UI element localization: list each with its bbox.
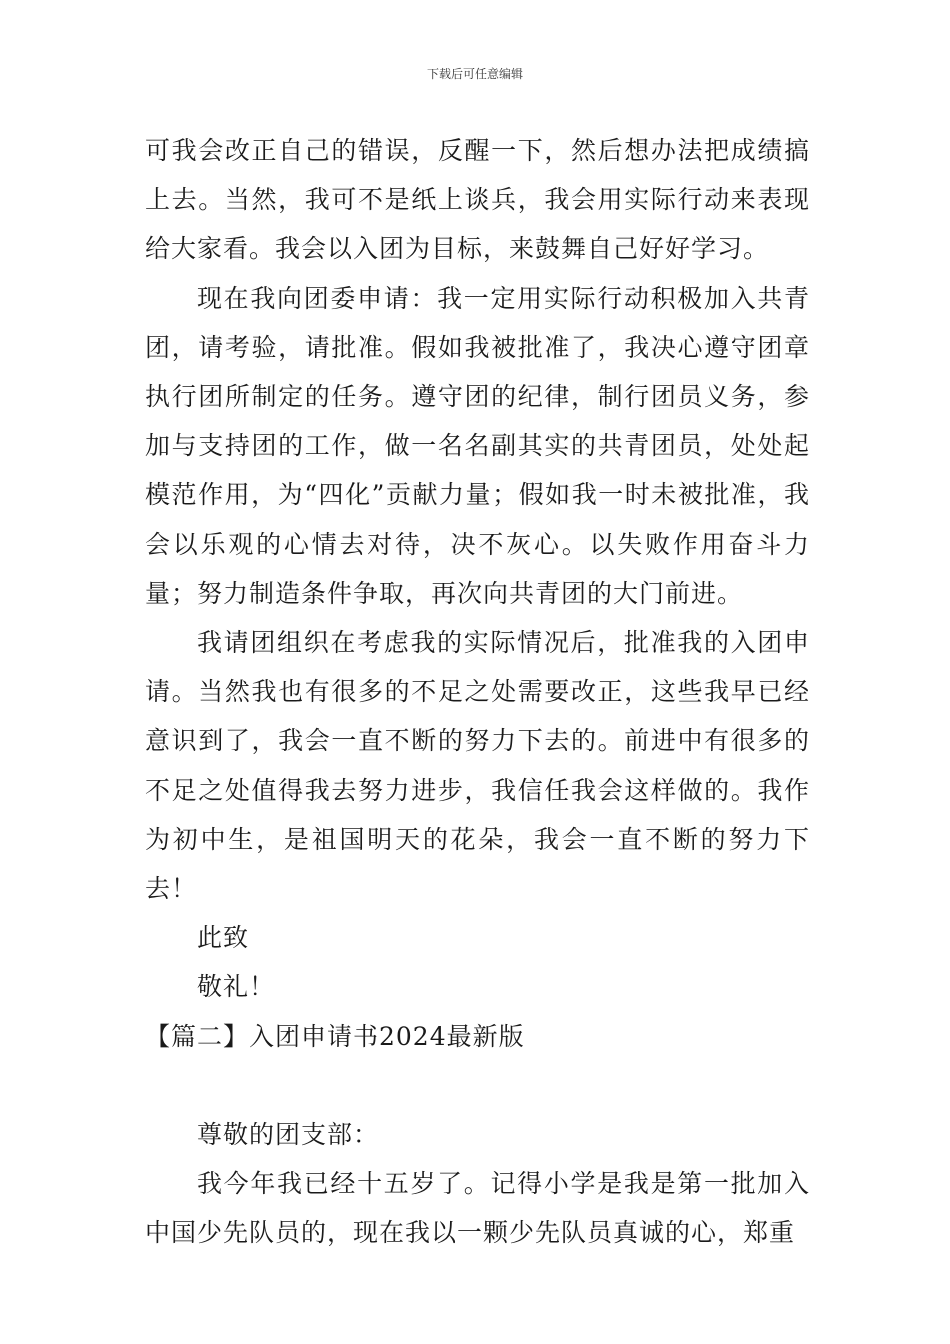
section-spacer	[145, 1061, 810, 1110]
paragraph-4: 我今年我已经十五岁了。记得小学是我是第一批加入中国少先队员的，现在我以一颗少先队员真诚的心，郑重	[145, 1169, 810, 1248]
closing-ci-zhi: 此致	[197, 923, 250, 953]
page-header: 下载后可任意编辑	[426, 67, 523, 81]
section-title: 【篇二】入团申请书2024最新版	[145, 1021, 525, 1051]
salutation: 尊敬的团支部：	[197, 1119, 380, 1149]
paragraph-3: 我请团组织在考虑我的实际情况后，批准我的入团申请。当然我也有很多的不足之处需要改正，这些我早已经意识到了，我会一直不断的努力下去的。前进中有很多的不足之处值得我去努力进步，我信任我会这样做的。我作为初中生，是祖国明天的花朵，我会一直不断的努力下去！	[145, 628, 810, 904]
closing-jing-li: 敬礼！	[197, 972, 276, 1002]
paragraph-1: 可我会改正自己的错误，反醒一下，然后想办法把成绩搞上去。当然，我可不是纸上谈兵，我会用实际行动来表现给大家看。我会以入团为目标，来鼓舞自己好好学习。	[145, 136, 810, 264]
document-body	[145, 126, 810, 1257]
paragraph-2: 现在我向团委申请：我一定用实际行动积极加入共青团，请考验，请批准。假如我被批准了，我决心遵守团章执行团所制定的任务。遵守团的纪律，制行团员义务，参加与支持团的工作，做一名名副其实的共青团员，处处起模范作用，为“四化”贡献力量；假如我一时未被批准，我会以乐观的心情去对待，决不灰心。以失败作用奋斗力量；努力制造条件争取，再次向共青团的大门前进。	[145, 283, 810, 608]
